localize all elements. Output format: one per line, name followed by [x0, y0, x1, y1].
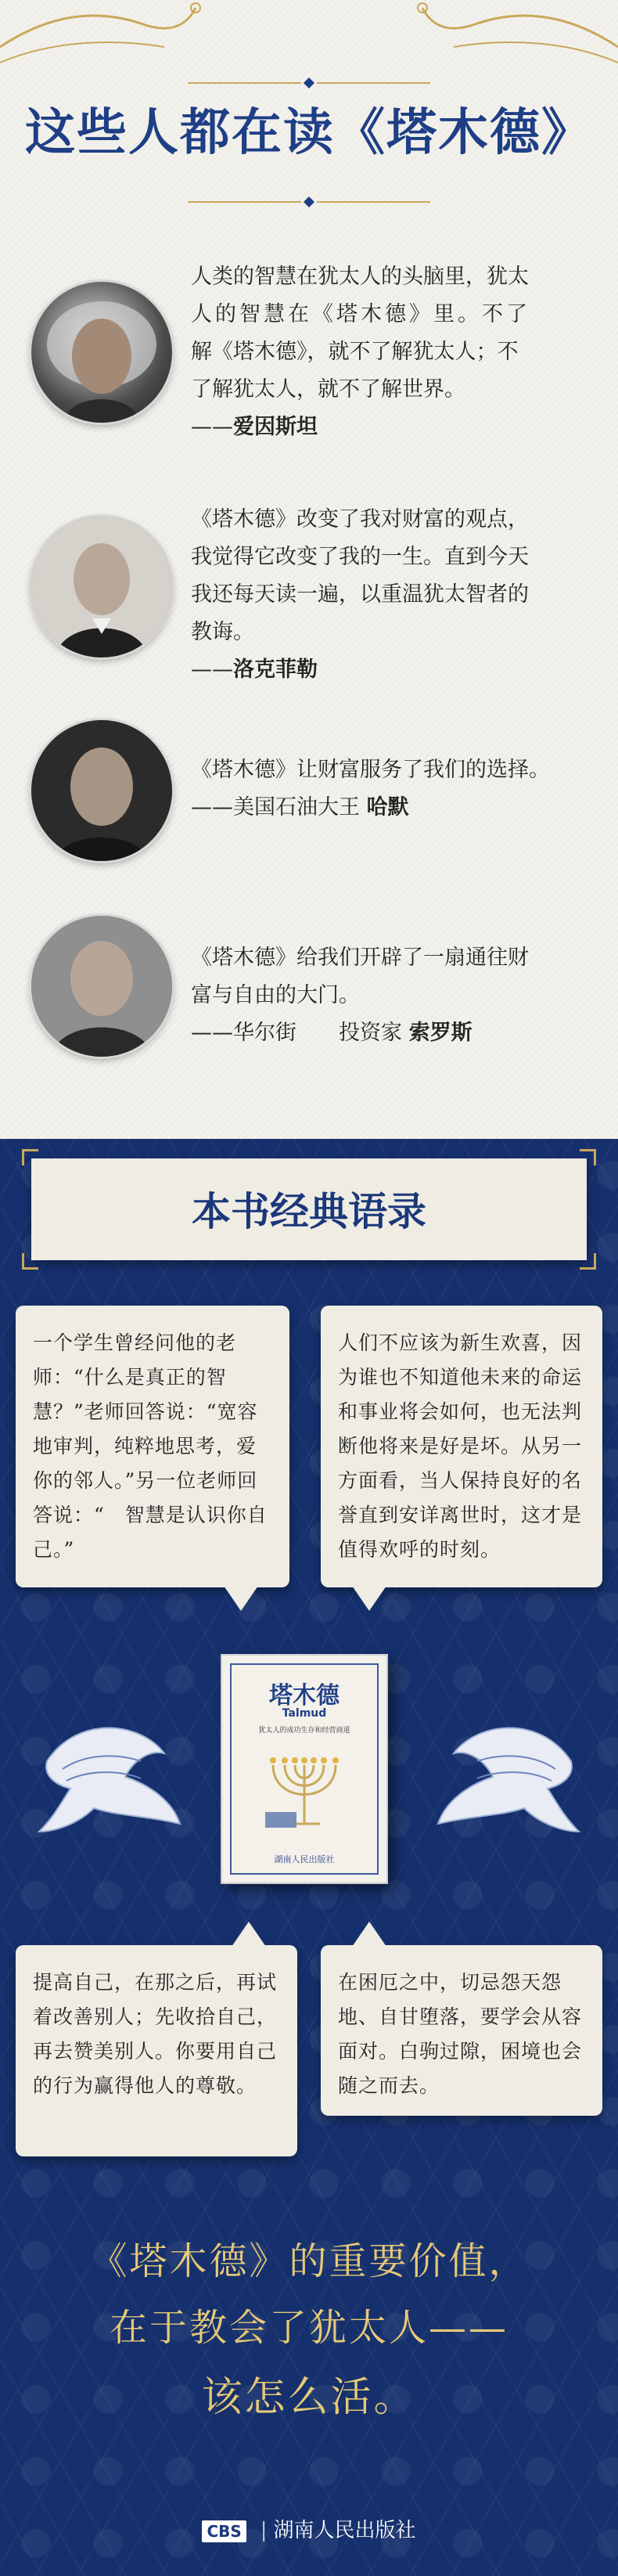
quote-einstein [23, 258, 602, 462]
menorah-icon [257, 1749, 351, 1836]
publisher-name: 湖南人民出版社 [273, 2519, 416, 2542]
closing-line-1: 《塔木德》的重要价值， [89, 2239, 529, 2283]
quote-line: 人类的智慧在犹太人的头脑里，犹太 [191, 265, 529, 289]
closing-line-3: 该怎么活。 [201, 2374, 417, 2421]
quote-line: 《塔木德》让财富服务了我们的选择。 [191, 758, 550, 782]
bubble-tail [352, 1586, 386, 1611]
dove-icon [31, 1714, 188, 1847]
quote-author: ——爱因斯坦 [191, 415, 318, 439]
quote-line: 我还每天读一遍，以重温犹太智者的 [191, 582, 529, 607]
book-cover [221, 1654, 388, 1884]
quote-line: 《塔木德》改变了我对财富的观点， [191, 507, 529, 531]
bubble-tail [232, 1922, 266, 1947]
footer-divider: | [260, 2519, 268, 2542]
title-bottom-divider [188, 196, 430, 208]
quote-author: ——华尔街 投资家 索罗斯 [191, 1021, 472, 1045]
einstein-portrait [31, 282, 172, 423]
page-title: 这些人都在读《塔木德》 [25, 104, 593, 162]
quote-hammer [23, 720, 602, 877]
rockefeller-portrait [31, 517, 172, 658]
quote-line: 教诲。 [191, 620, 254, 644]
bubble-tail [352, 1922, 386, 1947]
saying-text: 提高自己，在那之后，再试着改善别人；先收拾自己，再去赞美别人。你要用自己的行为赢得他人的尊敬。 [33, 1971, 278, 2097]
quote-rockefeller [23, 501, 602, 704]
quote-author: ——洛克菲勒 [191, 658, 318, 682]
book-publisher: 湖南人民出版社 [274, 1854, 335, 1864]
saying-bubble [16, 1945, 297, 2156]
soros-portrait [31, 916, 172, 1057]
quote-line: 人的智慧在《塔木德》里。不了 [191, 302, 530, 326]
book-subtitle: Talmud [282, 1707, 327, 1720]
dove-icon [430, 1714, 587, 1847]
quote-author: ——美国石油大王 哈默 [191, 795, 409, 820]
banner-corner-ornament [22, 1253, 38, 1270]
banner-corner-ornament [22, 1149, 38, 1166]
section-title: 本书经典语录 [192, 1189, 426, 1234]
quote-line: 我觉得它改变了我的一生。直到今天 [191, 545, 529, 569]
quote-line: 解《塔木德》，就不了解犹太人；不 [191, 340, 519, 364]
hammer-portrait [31, 720, 172, 861]
section-banner [31, 1158, 587, 1260]
publisher-footer [0, 2514, 618, 2543]
saying-bubble [16, 1306, 289, 1587]
title-top-divider [188, 77, 430, 89]
bubble-tail [224, 1586, 258, 1611]
book-tagline: 犹太人的成功生存和经营商道 [258, 1727, 350, 1735]
publisher-logo: CBS [202, 2520, 246, 2542]
quote-line: 《塔木德》给我们开辟了一扇通往财 [191, 946, 529, 970]
book-title: 塔木德 [269, 1682, 340, 1710]
banner-corner-ornament [580, 1253, 596, 1270]
quote-soros [23, 916, 602, 1072]
banner-corner-ornament [580, 1149, 596, 1166]
saying-bubble [321, 1306, 602, 1587]
saying-text: 在困厄之中，切忌怨天怨地、自甘堕落，要学会从容面对。白驹过隙，困境也会随之而去。 [338, 1971, 583, 2097]
quote-line: 富与自由的大门。 [191, 983, 360, 1007]
saying-bubble [321, 1945, 602, 2116]
saying-text: 人们不应该为新生欢喜，因为谁也不知道他未来的命运和事业将会如何，也无法判断他将来是好是坏。从另一方面看，当人保持良好的名誉直到安详离世时，这才是值得欢呼的时刻。 [338, 1331, 583, 1561]
closing-line-2: 在于教会了犹太人—— [109, 2306, 508, 2350]
saying-text: 一个学生曾经问他的老师：“什么是真正的智慧？”老师回答说：“宽容地审判，纯粹地思考，爱你的邻人。”另一位老师回答说：“ 智慧是认识你自己。” [33, 1331, 268, 1561]
quote-line: 了解犹太人，就不了解世界。 [191, 377, 465, 402]
